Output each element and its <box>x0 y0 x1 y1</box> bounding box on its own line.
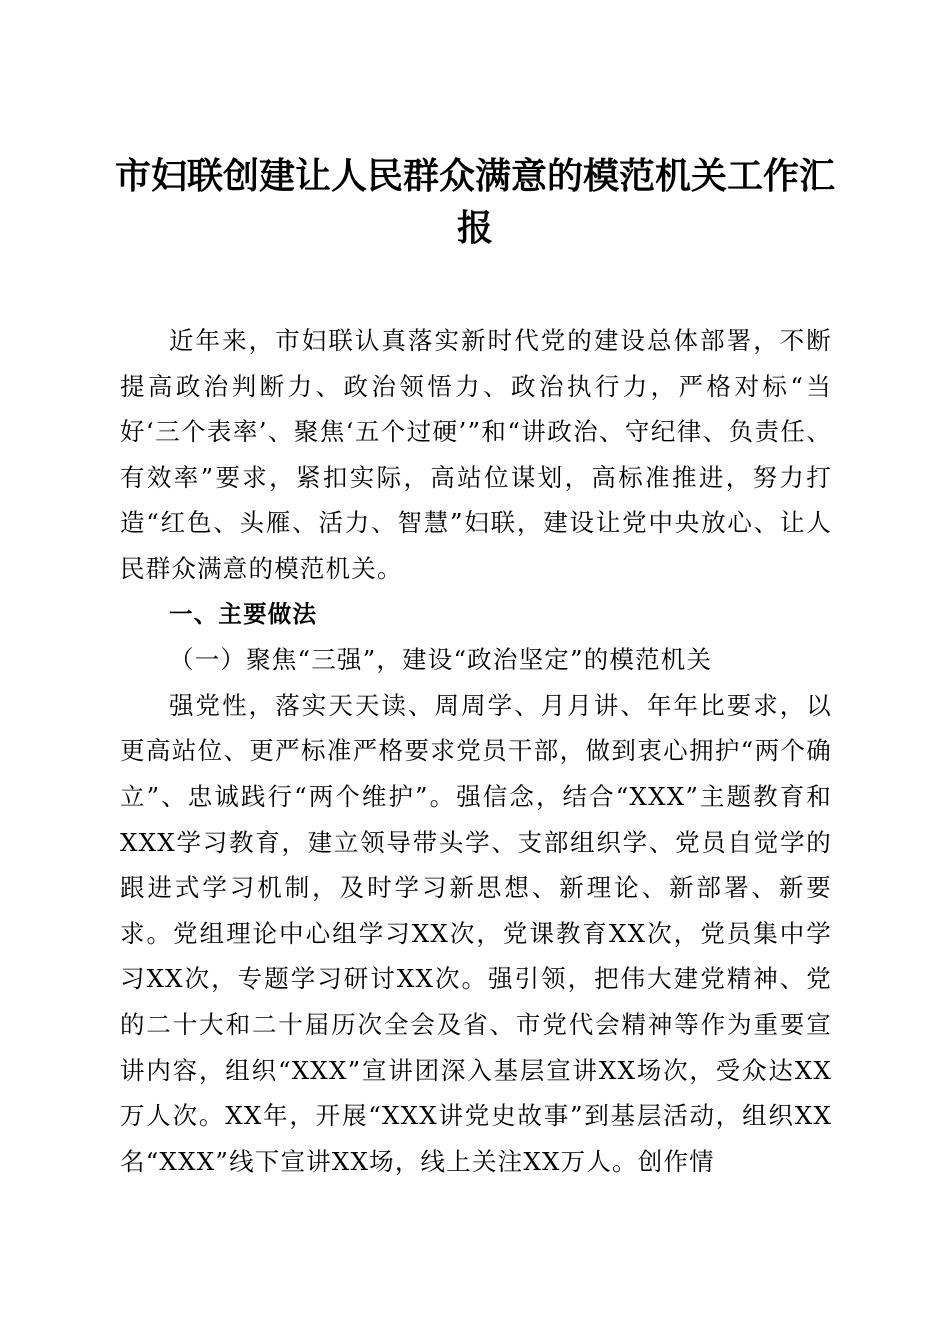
subsection-heading: （一）聚焦“三强”，建设“政治坚定”的模范机关 <box>169 645 713 675</box>
document-body <box>120 318 832 1184</box>
subsection-paragraph: 强党性，落实天天读、周周学、月月讲、年年比要求，以更高站位、更严标准严格要求党员干部，做到衷心拥护“两个确立”、忠诚践行“两个维护”。强信念，结合“XXX”主题教育和XXX学习教育，建立领导带头学、支部组织学、党员自觉学的跟进式学习机制，及时学习新思想、新理论、新部署、新要求。党组理论中心组学习XX次，党课教育XX次，党员集中学习XX次，专题学习研讨XX次。强引领，把伟大建党精神、党的二十大和二十届历次全会及省、市党代会精神等作为重要宣讲内容，组织“XXX”宣讲团深入基层宣讲XX场次，受众达XX万人次。XX年，开展“XXX讲党史故事”到基层活动，组织XX名“XXX”线下宣讲XX场，线上关注XX万人。创作情 <box>120 690 832 1176</box>
intro-paragraph: 近年来，市妇联认真落实新时代党的建设总体部署，不断提高政治判断力、政治领悟力、政治执行力，严格对标“当好‘三个表率’、聚焦‘五个过硬’”和“讲政治、守纪律、负责任、有效率”要求，紧扣实际，高站位谋划，高标准推进，努力打造“红色、头雁、活力、智慧”妇联，建设让党中央放心、让人民群众满意的模范机关。 <box>120 326 832 583</box>
document-title: 市妇联创建让人民群众满意的模范机关工作汇报 <box>114 155 835 249</box>
section-heading: 一、主要做法 <box>169 599 318 628</box>
